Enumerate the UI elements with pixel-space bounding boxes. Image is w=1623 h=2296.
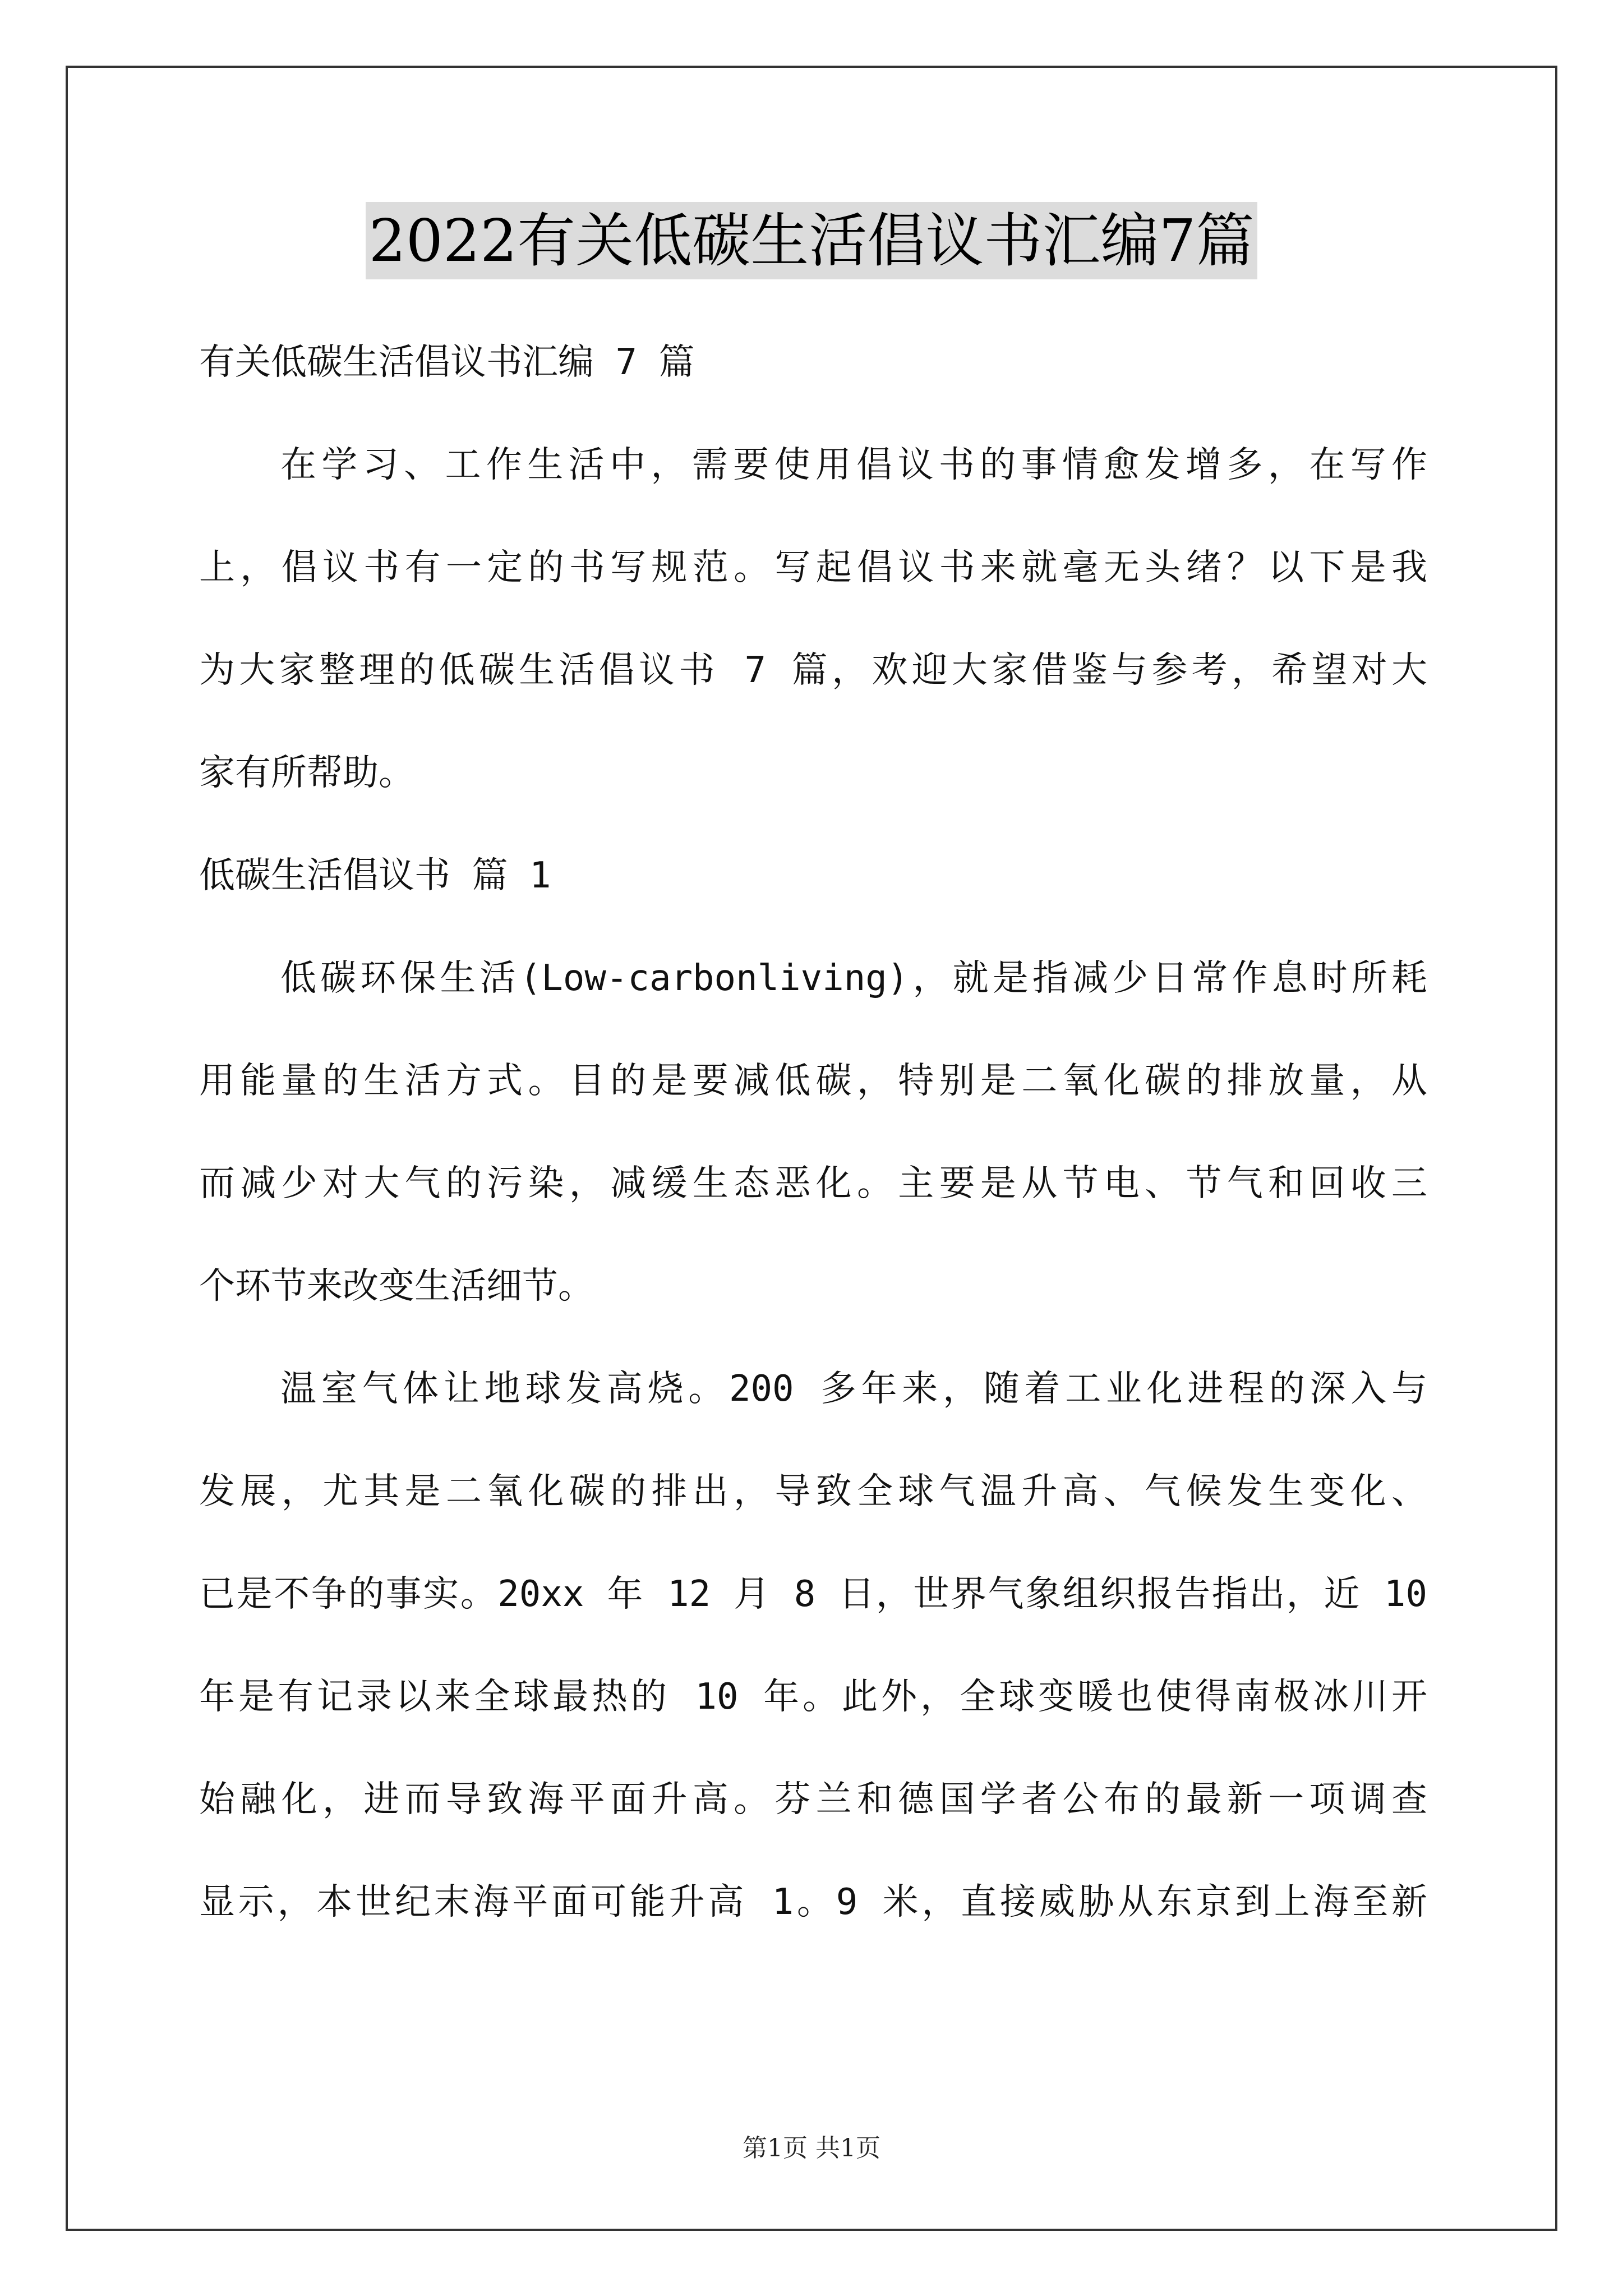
paragraph-line: 为大家整理的低碳生活倡议书 7 篇，欢迎大家借鉴与参考，希望对大 bbox=[199, 650, 1427, 691]
paragraph-line: 温室气体让地球发高烧。200 多年来，随着工业化进程的深入与 bbox=[280, 1368, 1427, 1410]
paragraph-line: 始融化，进而导致海平面升高。芬兰和德国学者公布的最新一项调查 bbox=[199, 1779, 1427, 1820]
paragraph-line: 显示，本世纪末海平面可能升高 1。9 米，直接威胁从东京到上海至新 bbox=[199, 1881, 1427, 1923]
document-body bbox=[199, 311, 1427, 1954]
paragraph-line: 已是不争的事实。20xx 年 12 月 8 日，世界气象组织报告指出，近 10 bbox=[199, 1573, 1427, 1615]
paragraph-line: 发展，尤其是二氧化碳的排出，导致全球气温升高、气候发生变化、 bbox=[199, 1471, 1427, 1512]
paragraph-line: 上，倡议书有一定的书写规范。写起倡议书来就毫无头绪？以下是我 bbox=[199, 547, 1427, 588]
page-footer: 第1页 共1页 bbox=[743, 2134, 880, 2162]
paragraph-line: 个环节来改变生活细节。 bbox=[199, 1266, 594, 1307]
section-heading: 低碳生活倡议书 篇 1 bbox=[199, 855, 551, 896]
paragraph-line: 而减少对大气的污染，减缓生态恶化。主要是从节电、节气和回收三 bbox=[199, 1163, 1427, 1204]
title-container bbox=[0, 202, 1623, 279]
document-title: 2022有关低碳生活倡议书汇编7篇 bbox=[366, 202, 1258, 279]
paragraph-line: 低碳环保生活(Low-carbonliving)，就是指减少日常作息时所耗 bbox=[280, 958, 1427, 999]
paragraph-line: 家有所帮助。 bbox=[199, 752, 414, 794]
paragraph-line: 用能量的生活方式。目的是要减低碳，特别是二氧化碳的排放量，从 bbox=[199, 1060, 1427, 1102]
subtitle-line: 有关低碳生活倡议书汇编 7 篇 bbox=[199, 342, 695, 383]
paragraph-line: 在学习、工作生活中，需要使用倡议书的事情愈发增多，在写作 bbox=[280, 444, 1427, 486]
paragraph-line: 年是有记录以来全球最热的 10 年。此外，全球变暖也使得南极冰川开 bbox=[199, 1676, 1427, 1718]
